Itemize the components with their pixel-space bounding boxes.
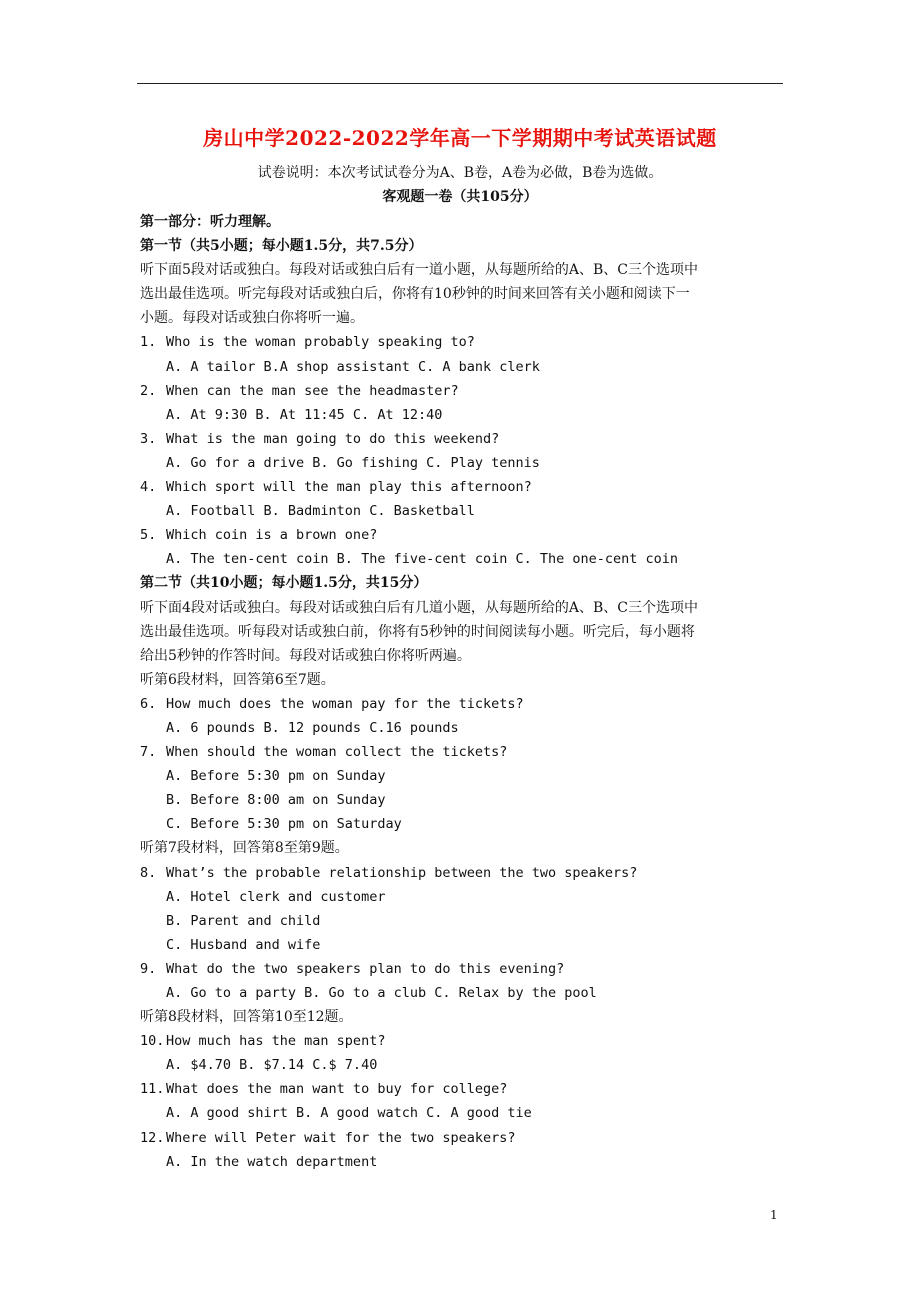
question-number: 1.	[140, 334, 157, 351]
question-9-options: A. Go to a party B. Go to a club C. Relax by the pool	[166, 985, 597, 1001]
question-text: What’s the probable relationship between the two speakers?	[166, 864, 638, 881]
question-7-option-b: B. Before 8:00 am on Sunday	[166, 792, 386, 809]
question-12-option-a: A. In the watch department	[166, 1153, 378, 1170]
paper-heading: 客观题一卷（共105分）	[382, 189, 538, 205]
section2-instruction-line: 听下面4段对话或独白。每段对话或独白后有几道小题，从每题所给的A、B、C三个选项中	[140, 599, 699, 616]
question-text: How much has the man spent?	[166, 1033, 386, 1050]
exam-content	[140, 210, 785, 1174]
question-4-options: A. Football B. Badminton C. Basketball	[166, 503, 475, 520]
question-number: 7.	[140, 744, 157, 761]
question-number: 2.	[140, 382, 157, 399]
question-text: Where will Peter wait for the two speakers?	[166, 1129, 516, 1146]
page-number: 1	[770, 1208, 778, 1222]
question-number: 5.	[140, 527, 157, 544]
material-6-note: 听第6段材料，回答第6至7题。	[140, 671, 335, 688]
question-1	[140, 330, 785, 354]
question-number: 11.	[140, 1081, 165, 1098]
question-6	[140, 692, 785, 716]
material-8-note: 听第8段材料，回答第10至12题。	[140, 1009, 353, 1026]
question-11	[140, 1077, 785, 1101]
question-12	[140, 1126, 785, 1150]
question-number: 9.	[140, 960, 157, 977]
question-5	[140, 523, 785, 547]
question-number: 10.	[140, 1033, 165, 1050]
section1-heading: 第一节（共5小题；每小题1.5分，共7.5分）	[140, 238, 423, 255]
section2-instruction-line: 给出5秒钟的作答时间。每段对话或独白你将听两遍。	[140, 647, 471, 664]
header-rule	[137, 83, 783, 84]
question-text: Which coin is a brown one?	[166, 527, 378, 544]
question-number: 3.	[140, 430, 157, 447]
question-3-options: A. Go for a drive B. Go fishing C. Play tennis	[166, 454, 540, 471]
question-text: When should the woman collect the tickets?	[166, 744, 508, 761]
question-number: 4.	[140, 479, 157, 496]
question-6-options: A. 6 pounds B. 12 pounds C.16 pounds	[166, 719, 459, 736]
section1-instruction-line: 选出最佳选项。听完每段对话或独白后，你将有10秒钟的时间来回答有关小题和阅读下一	[140, 286, 690, 303]
question-5-options: A. The ten-cent coin B. The five-cent coin C. The one-cent coin	[166, 551, 679, 568]
question-9	[140, 957, 785, 981]
question-8-option-b: B. Parent and child	[166, 912, 321, 929]
section2-heading: 第二节（共10小题；每小题1.5分，共15分）	[140, 575, 428, 592]
exam-title: 房山中学2022-2022学年高一下学期期中考试英语试题	[203, 126, 717, 150]
question-text: When can the man see the headmaster?	[166, 382, 459, 399]
question-text: Who is the woman probably speaking to?	[166, 334, 475, 351]
question-text: What does the man want to buy for college?	[166, 1081, 508, 1098]
question-7	[140, 740, 785, 764]
part-heading: 第一部分：听力理解。	[140, 214, 280, 230]
question-10	[140, 1029, 785, 1053]
question-number: 12.	[140, 1129, 165, 1146]
question-7-option-a: A. Before 5:30 pm on Sunday	[166, 768, 386, 785]
question-2-options: A. At 9:30 B. At 11:45 C. At 12:40	[166, 406, 443, 423]
question-8-option-a: A. Hotel clerk and customer	[166, 888, 386, 905]
question-1-options: A. A tailor B.A shop assistant C. A bank clerk	[166, 358, 540, 375]
material-7-note: 听第7段材料，回答第8至第9题。	[140, 840, 349, 857]
question-11-options: A. A good shirt B. A good watch C. A good tie	[166, 1105, 532, 1122]
question-3	[140, 427, 785, 451]
section1-instruction-line: 小题。每段对话或独白你将听一遍。	[140, 310, 364, 327]
section2-instruction-line: 选出最佳选项。听每段对话或独白前，你将有5秒钟的时间阅读每小题。听完后，每小题将	[140, 623, 695, 640]
question-4	[140, 475, 785, 499]
question-number: 8.	[140, 864, 157, 881]
question-text: What do the two speakers plan to do this evening?	[166, 960, 565, 977]
section1-instruction-line: 听下面5段对话或独白。每段对话或独白后有一道小题，从每题所给的A、B、C三个选项中	[140, 262, 699, 279]
question-text: Which sport will the man play this afternoon?	[166, 479, 532, 496]
question-2	[140, 379, 785, 403]
question-text: How much does the woman pay for the tickets?	[166, 695, 524, 712]
question-text: What is the man going to do this weekend?	[166, 430, 500, 447]
question-10-options: A. $4.70 B. $7.14 C.$ 7.40	[166, 1057, 378, 1074]
question-8-option-c: C. Husband and wife	[166, 936, 321, 953]
question-number: 6.	[140, 695, 157, 712]
question-8	[140, 861, 785, 885]
exam-note: 试卷说明：本次考试试卷分为A、B卷，A卷为必做，B卷为选做。	[257, 165, 663, 181]
question-7-option-c: C. Before 5:30 pm on Saturday	[166, 816, 402, 833]
